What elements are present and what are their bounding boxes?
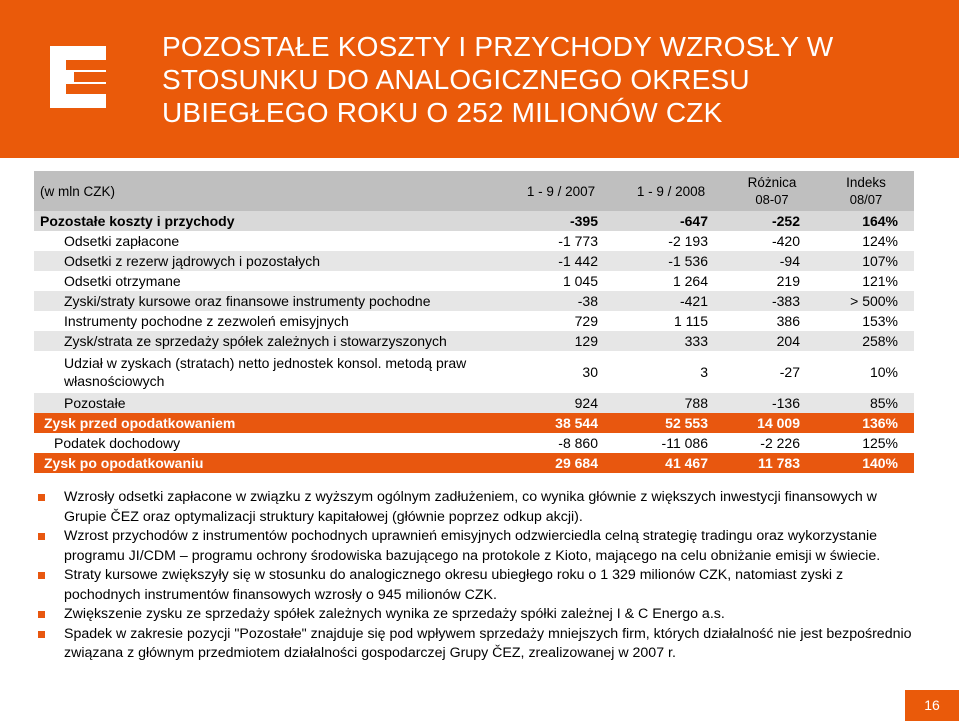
- value-difference: 14 009: [726, 413, 818, 433]
- value-2008: 3: [616, 351, 726, 393]
- row-label: Zysk/strata ze sprzedaży spółek zależnych i stowarzyszonych: [34, 331, 506, 351]
- table-row: [34, 311, 914, 331]
- list-item: [34, 625, 914, 664]
- commentary-list: [34, 488, 914, 664]
- value-2008: 333: [616, 331, 726, 351]
- value-2007: 30: [506, 351, 616, 393]
- value-index: 125%: [818, 433, 914, 453]
- column-header-label: (w mln CZK): [40, 183, 115, 199]
- value-difference: 386: [726, 311, 818, 331]
- value-index: 124%: [818, 231, 914, 251]
- row-label: Pozostałe koszty i przychody: [34, 211, 506, 231]
- row-label: Podatek dochodowy: [34, 433, 506, 453]
- cez-logo-icon: [50, 46, 106, 108]
- value-2007: -1 773: [506, 231, 616, 251]
- bullet-square-icon: [38, 611, 45, 618]
- value-index: 85%: [818, 393, 914, 413]
- bullet-square-icon: [38, 572, 45, 579]
- table-row: [34, 433, 914, 453]
- table-row: [34, 331, 914, 351]
- value-difference: -2 226: [726, 433, 818, 453]
- row-label: Pozostałe: [34, 393, 506, 413]
- slide-title: POZOSTAŁE KOSZTY I PRZYCHODY WZROSŁY W STOSUNKU DO ANALOGICZNEGO OKRESU UBIEGŁEGO ROKU O 252 MILIONÓW CZK: [162, 31, 834, 128]
- page-number: 16: [905, 690, 959, 721]
- list-item: [34, 605, 914, 625]
- bullet-text: Spadek w zakresie pozycji "Pozostałe" znajduje się pod wpływem sprzedaży mniejszych firm, których działalność nie jest bezpośrednio związana z głównym przedmiotem działalności gospodarczej Grupy ČEZ, zrealizowanej w 2007 r.: [64, 625, 912, 661]
- value-difference: -94: [726, 251, 818, 271]
- bullet-text: Zwiększenie zysku ze sprzedaży spółek zależnych wynika ze sprzedaży spółki zależnej I & C Energo a.s.: [64, 606, 725, 622]
- table-row: [34, 231, 914, 251]
- value-index: 121%: [818, 271, 914, 291]
- value-index: 136%: [818, 413, 914, 433]
- value-difference: -252: [726, 211, 818, 231]
- table-header-row: [34, 171, 914, 211]
- value-2008: -2 193: [616, 231, 726, 251]
- bullet-square-icon: [38, 631, 45, 638]
- value-2007: -8 860: [506, 433, 616, 453]
- value-index: 10%: [818, 351, 914, 393]
- value-index: 153%: [818, 311, 914, 331]
- row-label: Zyski/straty kursowe oraz finansowe instrumenty pochodne: [34, 291, 506, 311]
- value-2007: 924: [506, 393, 616, 413]
- table-row: [34, 211, 914, 231]
- list-item: [34, 488, 914, 527]
- table-row: [34, 291, 914, 311]
- value-difference: 11 783: [726, 453, 818, 473]
- row-label: Zysk przed opodatkowaniem: [34, 413, 506, 433]
- value-difference: 204: [726, 331, 818, 351]
- table-row: [34, 251, 914, 271]
- value-2007: 38 544: [506, 413, 616, 433]
- value-index: 107%: [818, 251, 914, 271]
- column-header-difference: Różnica 08-07: [747, 175, 797, 207]
- value-2008: -647: [616, 211, 726, 231]
- column-header-2007: 1 - 9 / 2007: [526, 183, 596, 199]
- bullet-text: Straty kursowe zwiększyły się w stosunku do analogicznego okresu ubiegłego roku o 1 329 milionów CZK, natomiast zyski z pochodnych instrumentów finansowych wzrosły o 945 milionów CZK.: [64, 567, 844, 603]
- value-difference: 219: [726, 271, 818, 291]
- column-header-index: Indeks 08/07: [846, 175, 886, 207]
- table-row: [34, 393, 914, 413]
- value-2007: 1 045: [506, 271, 616, 291]
- bullet-square-icon: [38, 533, 45, 540]
- value-2007: 129: [506, 331, 616, 351]
- value-index: 164%: [818, 211, 914, 231]
- value-2008: 41 467: [616, 453, 726, 473]
- list-item: [34, 527, 914, 566]
- value-difference: -27: [726, 351, 818, 393]
- value-index: 140%: [818, 453, 914, 473]
- slide-header: [0, 0, 959, 158]
- value-2008: 52 553: [616, 413, 726, 433]
- value-difference: -383: [726, 291, 818, 311]
- table-row-highlight: [34, 413, 914, 433]
- table-row: [34, 351, 914, 393]
- value-difference: -136: [726, 393, 818, 413]
- value-2007: -38: [506, 291, 616, 311]
- row-label: Zysk po opodatkowaniu: [34, 453, 506, 473]
- row-label: Instrumenty pochodne z zezwoleń emisyjnych: [34, 311, 506, 331]
- value-2008: 1 115: [616, 311, 726, 331]
- financial-table: [34, 171, 914, 473]
- row-label: Odsetki otrzymane: [34, 271, 506, 291]
- value-2007: -395: [506, 211, 616, 231]
- value-2008: -1 536: [616, 251, 726, 271]
- value-index: 258%: [818, 331, 914, 351]
- value-2008: 788: [616, 393, 726, 413]
- value-index: > 500%: [818, 291, 914, 311]
- row-label: Udział w zyskach (stratach) netto jednostek konsol. metodą praw własnościowych: [34, 351, 506, 393]
- row-label: Odsetki zapłacone: [34, 231, 506, 251]
- value-2007: 29 684: [506, 453, 616, 473]
- value-2008: 1 264: [616, 271, 726, 291]
- value-difference: -420: [726, 231, 818, 251]
- list-item: [34, 566, 914, 605]
- value-2008: -421: [616, 291, 726, 311]
- column-header-2008: 1 - 9 / 2008: [636, 183, 706, 199]
- bullet-square-icon: [38, 494, 45, 501]
- value-2007: -1 442: [506, 251, 616, 271]
- value-2007: 729: [506, 311, 616, 331]
- bullet-text: Wzrosły odsetki zapłacone w związku z wyższym ogólnym zadłużeniem, co wynika głównie z większych inwestycji finansowych w Grupie ČEZ oraz optymalizacji struktury kapitałowej (głównie poprzez odkup akcji).: [64, 489, 877, 525]
- row-label: Odsetki z rezerw jądrowych i pozostałych: [34, 251, 506, 271]
- bullet-text: Wzrost przychodów z instrumentów pochodnych uprawnień emisyjnych odzwierciedla celną strategię tradingu oraz wykorzystanie programu JI/CDM – programu ochrony środowiska bazującego na protokole z Kioto, mającego na celu obniżanie emisji w świecie.: [64, 528, 881, 564]
- table-row: [34, 271, 914, 291]
- table-row-highlight: [34, 453, 914, 473]
- value-2008: -11 086: [616, 433, 726, 453]
